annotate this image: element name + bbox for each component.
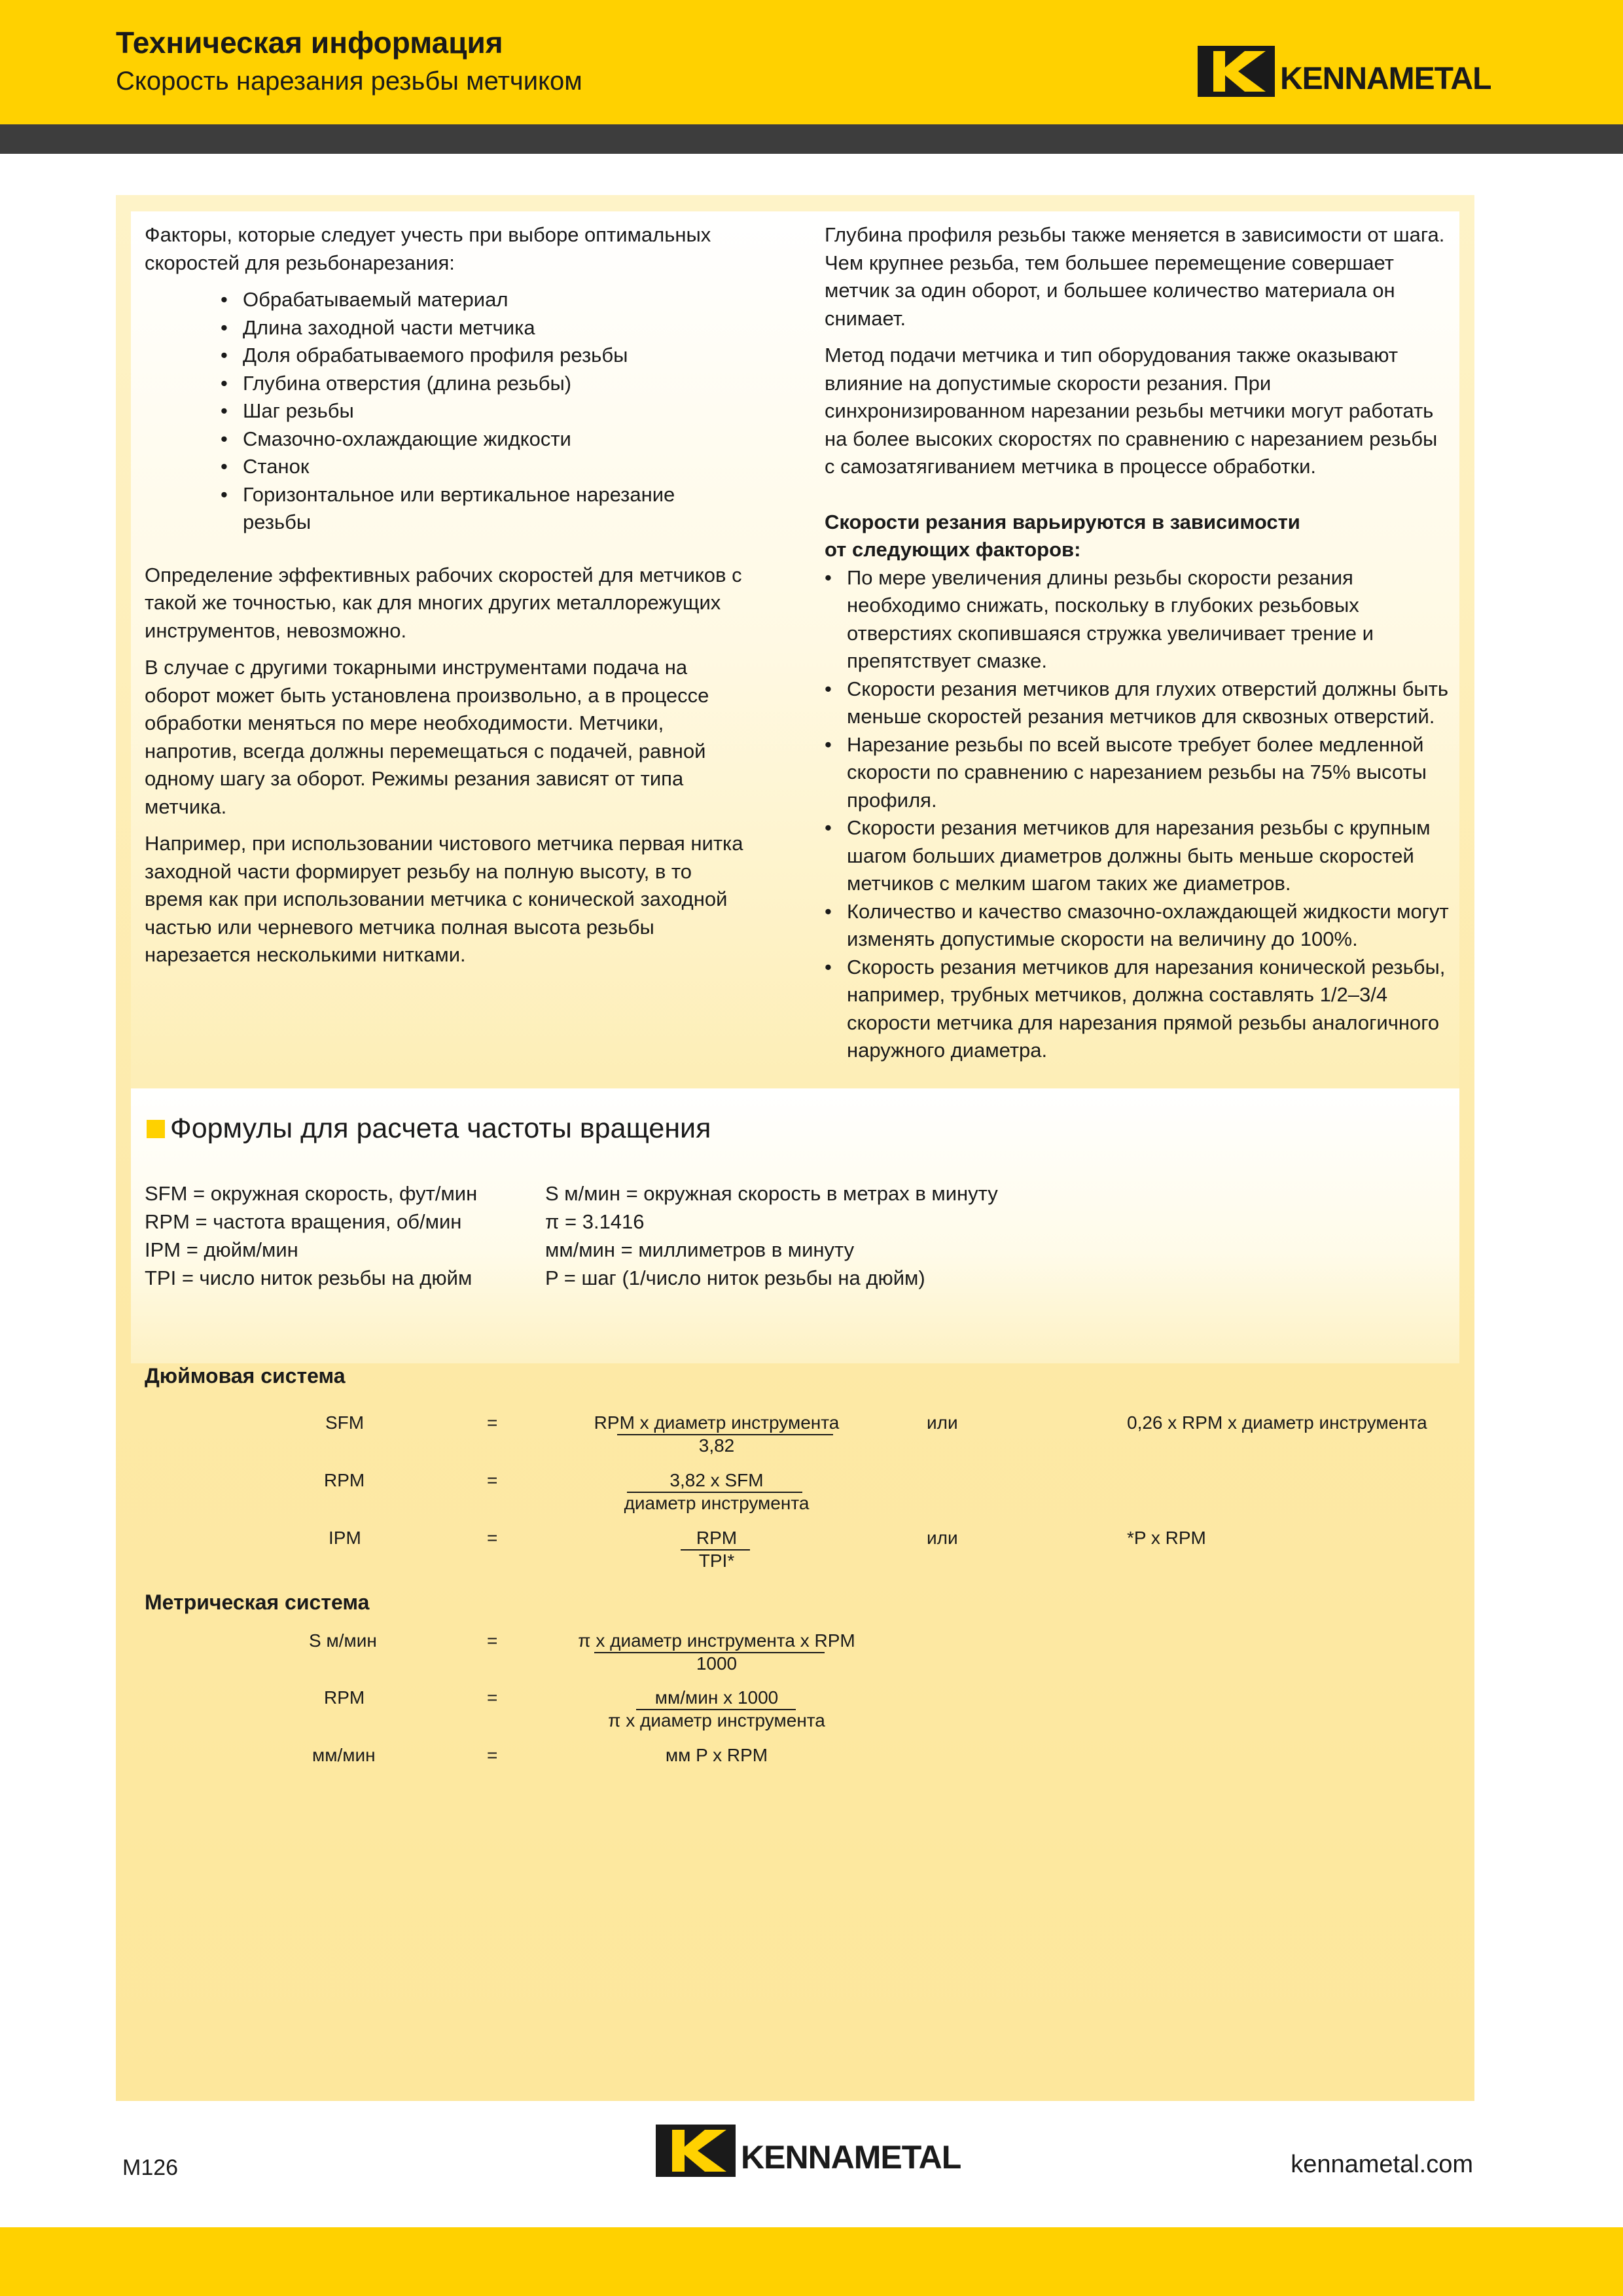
formula-lhs: RPM xyxy=(324,1687,365,1708)
kennametal-logo xyxy=(1198,46,1491,97)
formula-equals: = xyxy=(487,1412,498,1433)
list-item: • Скорость резания метчиков для нарезания конической резьбы, например, трубных метчиков, должна составлять 1/2–3/4 скорости метчика для нарезания прямой резьбы аналогичного наружного диаметра. xyxy=(847,954,1453,1065)
definition: S м/мин = окружная скорость в метрах в минуту xyxy=(545,1182,998,1205)
formula-expression: мм P x RPM xyxy=(665,1745,768,1765)
formula-equals: = xyxy=(487,1470,498,1490)
definition: TPI = число ниток резьбы на дюйм xyxy=(145,1266,473,1289)
speed-factors-list xyxy=(825,564,1453,1065)
formula-numerator: мм/мин x 1000 xyxy=(654,1687,779,1708)
list-item: • Скорости резания метчиков для глухих отверстий должны быть меньше скоростей резания метчиков для сквозных отверстий. xyxy=(847,675,1453,731)
list-item: • Станок xyxy=(243,453,747,481)
formula-alternative: *P x RPM xyxy=(1127,1528,1206,1548)
formula-denominator: 3,82 xyxy=(698,1435,735,1456)
list-item: • По мере увеличения длины резьбы скорости резания необходимо снижать, поскольку в глубоких резьбовых отверстиях скопившаяся стружка увеличивает трение и препятствует смазке. xyxy=(847,564,1453,675)
header-divider xyxy=(0,124,1623,154)
section-title-text: Формулы для расчета частоты вращения xyxy=(170,1113,711,1144)
paragraph: Глубина профиля резьбы также меняется в зависимости от шага. Чем крупнее резьба, тем большее перемещение совершает метчик за один оборот, и большее количество материала он снимает. xyxy=(825,223,1445,330)
formula-equals: = xyxy=(487,1630,498,1651)
formula-lhs: IPM xyxy=(329,1528,361,1548)
yellow-square-icon xyxy=(147,1120,165,1138)
formula-lhs: SFM xyxy=(325,1412,365,1433)
list-item: • Доля обрабатываемого профиля резьбы xyxy=(243,342,747,370)
website-link[interactable]: kennametal.com xyxy=(1291,2151,1473,2178)
definitions-left xyxy=(145,1179,477,1292)
definition: P = шаг (1/число ниток резьбы на дюйм) xyxy=(545,1266,925,1289)
formula-numerator: 3,82 x SFM xyxy=(669,1470,764,1490)
formula-numerator: RPM x диаметр инструмента xyxy=(594,1412,840,1433)
list-item: • Длина заходной части метчика xyxy=(243,314,747,342)
page-number: M126 xyxy=(122,2155,179,2180)
kennametal-k-icon xyxy=(1198,46,1275,97)
header-subtitle: Скорость нарезания резьбы метчиком xyxy=(116,67,582,96)
logo-wordmark: KENNAMETAL xyxy=(741,2139,961,2176)
list-item: • Смазочно-охлаждающие жидкости xyxy=(243,425,747,454)
definition: SFM = окружная скорость, фут/мин xyxy=(145,1182,478,1205)
formula-denominator: диаметр инструмента xyxy=(624,1493,810,1513)
metric-system-title: Метрическая система xyxy=(145,1590,370,1614)
paragraph: Определение эффективных рабочих скоростей для метчиков с такой же точностью, как для многих других металлорежущих инструментов, невозможно. xyxy=(145,563,742,642)
definition: IPM = дюйм/мин xyxy=(145,1238,298,1261)
list-item: • Горизонтальное или вертикальное нарезание резьбы xyxy=(243,481,747,537)
kennametal-k-icon xyxy=(656,2125,736,2177)
formula-lhs: RPM xyxy=(324,1470,365,1490)
factors-heading: Скорости резания варьируются в зависимости от следующих факторов: xyxy=(825,510,1300,561)
list-item: • Обрабатываемый материал xyxy=(243,286,747,314)
inch-system-title: Дюймовая система xyxy=(145,1364,346,1388)
formula-equals: = xyxy=(487,1687,498,1708)
formula-alternative: 0,26 x RPM x диаметр инструмента xyxy=(1127,1412,1427,1433)
list-item: • Скорости резания метчиков для нарезания резьбы с крупным шагом больших диаметров должны быть меньше скоростей метчиков с мелким шагом таких же диаметров. xyxy=(847,814,1453,898)
definitions-right xyxy=(545,1179,998,1292)
paragraph: Метод подачи метчика и тип оборудования также оказывают влияние на допустимые скорости резания. При синхронизированном нарезании резьбы метчики могут работать на более высоких скоростях по сравнению с нарезанием резьбы с самозатягиванием метчика в процессе обработки. xyxy=(825,344,1438,478)
definition: π = 3.1416 xyxy=(545,1210,645,1233)
factors-list xyxy=(145,286,747,537)
factors-intro: Факторы, которые следует учесть при выборе оптимальных скоростей для резьбонарезания: xyxy=(145,223,711,274)
formula-equals: = xyxy=(487,1528,498,1548)
list-item: • Шаг резьбы xyxy=(243,397,747,425)
right-column xyxy=(825,221,1453,1065)
formula-numerator: π x диаметр инструмента x RPM xyxy=(578,1630,855,1651)
formula-denominator: 1000 xyxy=(696,1653,738,1674)
formula-numerator: RPM xyxy=(696,1528,738,1548)
left-column xyxy=(145,221,747,978)
list-item: • Количество и качество смазочно-охлаждающей жидкости могут изменять допустимые скорости на величину до 100%. xyxy=(847,898,1453,954)
formula-denominator: π x диаметр инструмента xyxy=(608,1710,825,1731)
logo-wordmark: KENNAMETAL xyxy=(1280,61,1491,96)
list-item: • Нарезание резьбы по всей высоте требует более медленной скорости по сравнению с нарезанием резьбы на 75% высоты профиля. xyxy=(847,731,1453,815)
formula-or: или xyxy=(927,1412,958,1433)
list-item: • Глубина отверстия (длина резьбы) xyxy=(243,370,747,398)
header-title: Техническая информация xyxy=(116,26,503,60)
footer-band xyxy=(0,2227,1623,2296)
paragraph: В случае с другими токарными инструментами подача на оборот может быть установлена произвольно, а в процессе обработки меняться по мере необходимости. Метчики, напротив, всегда должны перемещаться с подачей, равной одному шагу за оборот. Режимы резания зависят от типа метчика. xyxy=(145,656,709,818)
formula-lhs: мм/мин xyxy=(312,1745,376,1765)
formula-denominator: TPI* xyxy=(698,1551,735,1571)
definition: мм/мин = миллиметров в минуту xyxy=(545,1238,855,1261)
formula-or: или xyxy=(927,1528,958,1548)
kennametal-footer-logo xyxy=(656,2125,961,2177)
paragraph: Например, при использовании чистового метчика первая нитка заходной части формирует резьбу на полную высоту, в то время как при использовании метчика с конической заходной частью или черневого метчика полная высота резьбы нарезается несколькими нитками. xyxy=(145,832,743,966)
definition: RPM = частота вращения, об/мин xyxy=(145,1210,462,1233)
formulas-section-title xyxy=(147,1113,711,1145)
formula-equals: = xyxy=(487,1745,498,1765)
formula-lhs: S м/мин xyxy=(309,1630,377,1651)
